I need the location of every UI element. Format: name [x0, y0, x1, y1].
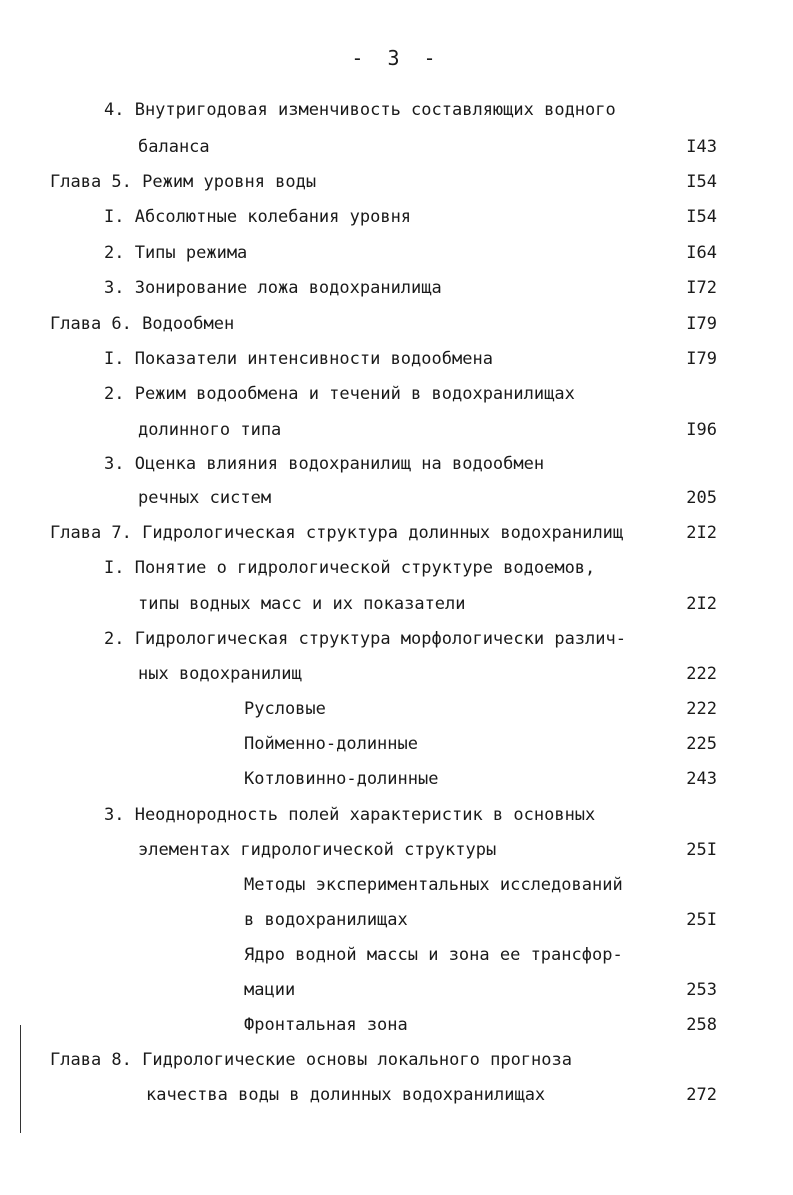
toc-entry-page: 258	[686, 1015, 717, 1035]
toc-entry-page: I72	[686, 278, 717, 298]
toc-entry-text: 2. Гидрологическая структура морфологически различ-	[104, 629, 626, 649]
toc-entry-text: I. Понятие о гидрологической структуре водоемов,	[104, 558, 596, 578]
toc-entry-page: 25I	[686, 910, 717, 930]
toc-entry-text: типы водных масс и их показатели	[138, 594, 466, 614]
toc-subentry-text: Котловинно-долинные	[244, 769, 439, 789]
toc-entry-text: 3. Оценка влияния водохранилищ на водообмен	[104, 454, 545, 474]
toc-subentry-text: Ядро водной массы и зона ее трансфор-	[244, 945, 623, 965]
margin-rule	[20, 1025, 21, 1133]
toc-entry-page: 243	[686, 769, 717, 789]
toc-subentry-text: мации	[244, 980, 296, 1000]
toc-chapter-text: Глава 7. Гидрологическая структура долинных водохранилищ	[50, 523, 624, 543]
toc-subentry-text: Фронтальная зона	[244, 1015, 408, 1035]
toc-entry-page: 222	[686, 664, 717, 684]
toc-entry-page: I43	[686, 137, 717, 157]
toc-entry-text: 4. Внутригодовая изменчивость составляющих водного	[104, 100, 616, 120]
toc-entry-page: 2I2	[686, 523, 717, 543]
toc-entry-page: 253	[686, 980, 717, 1000]
toc-entry-text: I. Абсолютные колебания уровня	[104, 207, 412, 227]
toc-entry-text: 3. Неоднородность полей характеристик в основных	[104, 805, 596, 825]
toc-chapter-text: Глава 8. Гидрологические основы локального прогноза	[50, 1050, 572, 1070]
toc-entry-text: долинного типа	[138, 420, 282, 440]
toc-entry-page: 272	[686, 1085, 717, 1105]
toc-chapter-text: Глава 5. Режим уровня воды	[50, 172, 317, 192]
toc-entry-page: I79	[686, 349, 717, 369]
toc-entry-text: элементах гидрологической структуры	[138, 840, 497, 860]
toc-entry-page: 225	[686, 734, 717, 754]
toc-entry-page: I54	[686, 207, 717, 227]
toc-entry-page: I96	[686, 420, 717, 440]
toc-entry-page: 205	[686, 488, 717, 508]
toc-entry-text: качества воды в долинных водохранилищах	[146, 1085, 546, 1105]
toc-subentry-text: Методы экспериментальных исследований	[244, 875, 623, 895]
toc-entry-page: 222	[686, 699, 717, 719]
toc-entry-page: I79	[686, 314, 717, 334]
toc-subentry-text: Пойменно-долинные	[244, 734, 418, 754]
toc-entry-text: ных водохранилищ	[138, 664, 302, 684]
toc-entry-text: 2. Типы режима	[104, 243, 248, 263]
page-number: - 3 -	[351, 46, 442, 70]
toc-subentry-text: в водохранилищах	[244, 910, 408, 930]
toc-entry-text: баланса	[138, 137, 210, 157]
toc-entry-page: 25I	[686, 840, 717, 860]
toc-entry-text: 3. Зонирование ложа водохранилища	[104, 278, 442, 298]
toc-entry-text: I. Показатели интенсивности водообмена	[104, 349, 493, 369]
toc-entry-text: 2. Режим водообмена и течений в водохранилищах	[104, 384, 575, 404]
toc-subentry-text: Русловые	[244, 699, 326, 719]
toc-entry-page: I64	[686, 243, 717, 263]
toc-entry-page: 2I2	[686, 594, 717, 614]
toc-entry-text: речных систем	[138, 488, 272, 508]
toc-entry-page: I54	[686, 172, 717, 192]
toc-chapter-text: Глава 6. Водообмен	[50, 314, 235, 334]
